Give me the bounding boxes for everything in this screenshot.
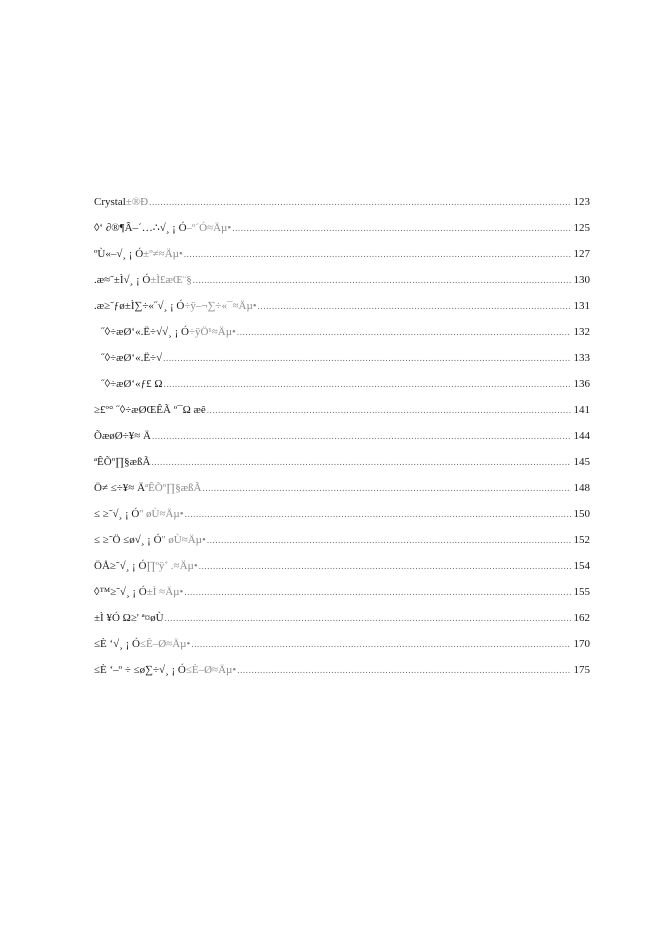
toc-entry[interactable] bbox=[94, 454, 590, 480]
toc-entry[interactable] bbox=[94, 558, 590, 584]
dot-leader bbox=[152, 428, 571, 444]
toc-entry-title: ≥£º° ˝◊÷æØŒÊÃ º¯Ω æê bbox=[94, 404, 206, 416]
dot-leader bbox=[151, 454, 571, 470]
toc-entry-title: ˝◊÷æØ‘«.Ë÷√ bbox=[101, 352, 163, 364]
dot-leader bbox=[203, 480, 572, 496]
toc-entry-title: ±Ì ¥Ó Ω≥' ª¤øÙ bbox=[94, 612, 164, 624]
toc-entry[interactable] bbox=[94, 402, 590, 428]
toc-entry-title: ◊‘ ∂®¶Â–´…∴√¸ ¡ Ó–º´Ó≈Äµ• bbox=[94, 222, 232, 234]
toc-page-number: 162 bbox=[573, 612, 590, 624]
toc-entry[interactable] bbox=[94, 532, 590, 558]
toc-entry[interactable] bbox=[94, 636, 590, 662]
dot-leader bbox=[258, 298, 571, 314]
dot-leader bbox=[185, 506, 571, 522]
toc-page-number: 127 bbox=[573, 248, 590, 260]
toc-page-number: 132 bbox=[573, 326, 590, 338]
toc-page-number: 141 bbox=[573, 404, 590, 416]
toc-entry-title: ≤ ≥˜Ö ≤ø√¸ ¡ Ó'' øÙ≈Äµ• bbox=[94, 534, 206, 546]
dot-leader bbox=[193, 272, 571, 288]
dot-leader bbox=[232, 220, 571, 236]
toc-page-number: 133 bbox=[573, 352, 590, 364]
toc-page-number: 150 bbox=[573, 508, 590, 520]
toc-entry[interactable] bbox=[94, 610, 590, 636]
toc-page-number: 131 bbox=[573, 300, 590, 312]
toc-entry[interactable] bbox=[94, 662, 590, 688]
toc-page-number: 125 bbox=[573, 222, 590, 234]
dot-leader bbox=[199, 558, 571, 574]
toc-entry-title: Crystal±®Ð bbox=[94, 196, 149, 208]
toc-page-number: 144 bbox=[573, 430, 590, 442]
dot-leader bbox=[207, 532, 571, 548]
toc-entry-title: ÕæøØ÷¥≈ Ä bbox=[94, 430, 151, 442]
toc-page-number: 145 bbox=[573, 456, 590, 468]
toc-page-number: 136 bbox=[573, 378, 590, 390]
toc-entry[interactable] bbox=[94, 506, 590, 532]
toc-entry[interactable] bbox=[94, 272, 590, 298]
toc-entry[interactable] bbox=[94, 480, 590, 506]
toc-page-number: 170 bbox=[573, 638, 590, 650]
toc-page-number: 130 bbox=[573, 274, 590, 286]
dot-leader bbox=[207, 402, 571, 418]
toc-entry[interactable] bbox=[94, 428, 590, 454]
dot-leader bbox=[237, 324, 571, 340]
dot-leader bbox=[184, 246, 571, 262]
toc-entry-title: .æ≈˜±Ì√¸ ¡ Ó±Ì£æŒ¨§ bbox=[94, 274, 192, 286]
toc-entry-title: ≤È ‘–º ÷ ≤ø∑÷√¸ ¡ Ó≤È–Ø≈Äµ• bbox=[94, 664, 237, 676]
toc-entry-title: ªÊÕº∏§æßÃ bbox=[94, 456, 151, 468]
toc-entry[interactable] bbox=[94, 298, 590, 324]
dot-leader bbox=[191, 636, 571, 652]
toc-entry-title: ºÙ«–√¸ ¡ Ó±º≠≈Äµ• bbox=[94, 248, 183, 260]
dot-leader bbox=[164, 376, 571, 392]
toc-entry[interactable] bbox=[94, 350, 590, 376]
toc-page-number: 123 bbox=[573, 196, 590, 208]
toc-entry[interactable] bbox=[94, 584, 590, 610]
toc-entry[interactable] bbox=[94, 246, 590, 272]
table-of-contents bbox=[94, 194, 590, 688]
toc-page-number: 155 bbox=[573, 586, 590, 598]
dot-leader bbox=[237, 662, 571, 678]
toc-page-number: 152 bbox=[573, 534, 590, 546]
toc-entry[interactable] bbox=[94, 220, 590, 246]
toc-page-number: 175 bbox=[573, 664, 590, 676]
toc-entry-title: .æ≥˜ƒø±Ì∑÷«˝√¸ ¡ Ó÷ÿ–¬∑÷«¯≈Äµ• bbox=[94, 300, 257, 312]
dot-leader bbox=[163, 350, 571, 366]
dot-leader bbox=[165, 610, 571, 626]
toc-page-number: 148 bbox=[573, 482, 590, 494]
dot-leader bbox=[184, 584, 571, 600]
toc-entry-title: ˝◊÷æØ‘«ƒ£ Ω bbox=[101, 378, 163, 390]
toc-entry-title: ÖÅ≥˜√¸ ¡ Ó∏ºÿ˚ .≈Äµ• bbox=[94, 560, 198, 572]
toc-entry-title: ≤ ≥˜√¸ ¡ Ó'' øÙ≈Äµ• bbox=[94, 508, 184, 520]
toc-entry[interactable] bbox=[94, 376, 590, 402]
dot-leader bbox=[149, 194, 571, 210]
toc-page-number: 154 bbox=[573, 560, 590, 572]
toc-entry[interactable] bbox=[94, 194, 590, 220]
toc-entry-title: ◊™≥˜√¸ ¡ Ó±Ì ≈Äµ• bbox=[94, 586, 184, 598]
toc-entry-title: ˝◊÷æØ‘«.Ë÷√√¸ ¡ Ó÷ÿÖ¹≈Äµ• bbox=[101, 326, 236, 338]
toc-entry[interactable] bbox=[94, 324, 590, 350]
toc-entry-title: ≤È ‘√¸ ¡ Ó≤È–Ø≈Äµ• bbox=[94, 638, 191, 650]
toc-entry-title: Ö≠ ≤÷¥≈ ÄªÊÕº∏§æßÃ bbox=[94, 482, 202, 494]
